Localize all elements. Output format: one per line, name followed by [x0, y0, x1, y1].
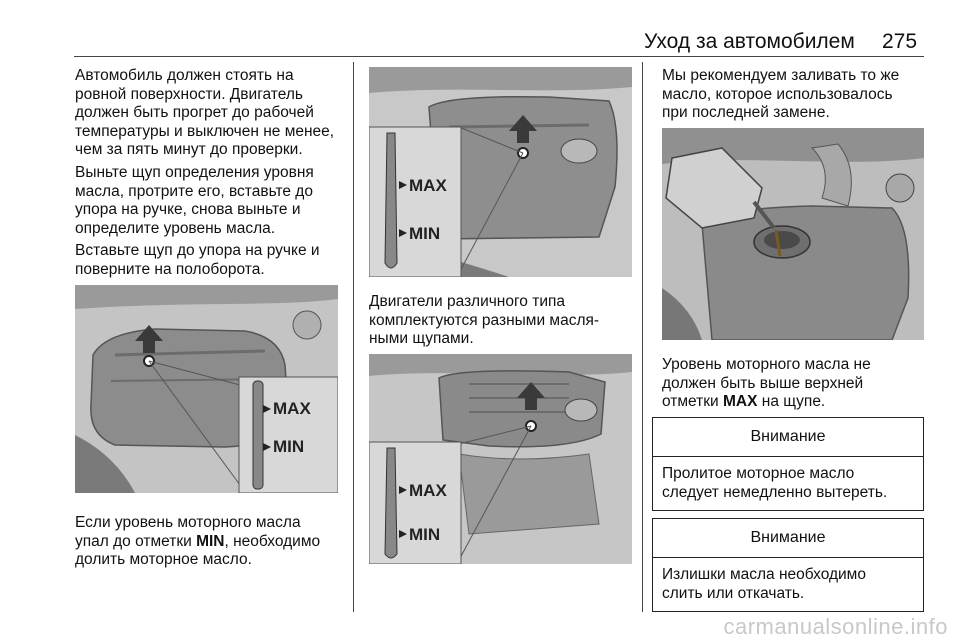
warning-title: Внимание	[653, 519, 923, 558]
paragraph-same-oil: Мы рекомендуем заливать то же масло, которое использовалось при последней замене.	[662, 67, 900, 121]
paragraph-max-level: Уровень моторного масла не должен быть выше верхней отметки MAX на щупе.	[662, 356, 871, 410]
warning-text: Излишки масла необходимо слить или откачать.	[662, 566, 866, 602]
header-rule	[74, 56, 924, 57]
column-divider	[642, 62, 643, 612]
column-divider	[353, 62, 354, 612]
section-title: Уход за автомобилем	[644, 30, 855, 53]
oil-filling-illustration	[662, 128, 924, 340]
paragraph-insert-dipstick: Вставьте щуп до упора на ручке и поверните на полоборота.	[75, 242, 320, 278]
engine-dipstick-illustration-1	[75, 285, 338, 493]
min-mark-label: MIN	[273, 437, 305, 456]
max-mark-label: MAX	[409, 481, 447, 500]
paragraph-min-level: Если уровень моторного масла упал до отметки MIN, необходимо долить моторное масло.	[75, 514, 321, 568]
min-mark-label: MIN	[409, 525, 441, 544]
engine-dipstick-illustration-3	[369, 354, 632, 564]
min-keyword: MIN	[196, 532, 225, 550]
paragraph-dipstick-check: Выньте щуп определения уровня масла, протрите его, вставьте до упора на ручке, снова выньте и определите уровень масла.	[75, 164, 314, 237]
max-keyword: MAX	[723, 393, 758, 410]
engine-dipstick-illustration-2	[369, 67, 632, 277]
page-footer	[0, 614, 960, 642]
caption-engine-types: Двигатели различного типа комплектуются разными масля- ными щупами.	[369, 293, 600, 347]
max-mark-label: MAX	[409, 176, 447, 195]
warning-box-spilled-oil	[652, 417, 924, 511]
paragraph-preparation: Автомобиль должен стоять на ровной поверхности. Двигатель должен быть прогрет до рабочей температуры и выключен не менее, чем за пять минут до проверки.	[75, 67, 335, 158]
page-number: 275	[882, 30, 918, 53]
warning-title: Внимание	[653, 418, 923, 457]
min-mark-label: MIN	[409, 224, 441, 243]
max-mark-label: MAX	[273, 399, 311, 418]
watermark-text: carmanualsonline.info	[723, 614, 948, 639]
page-header	[0, 0, 960, 56]
warning-text: Пролитое моторное масло следует немедленно вытереть.	[662, 465, 888, 501]
warning-box-excess-oil	[652, 518, 924, 612]
